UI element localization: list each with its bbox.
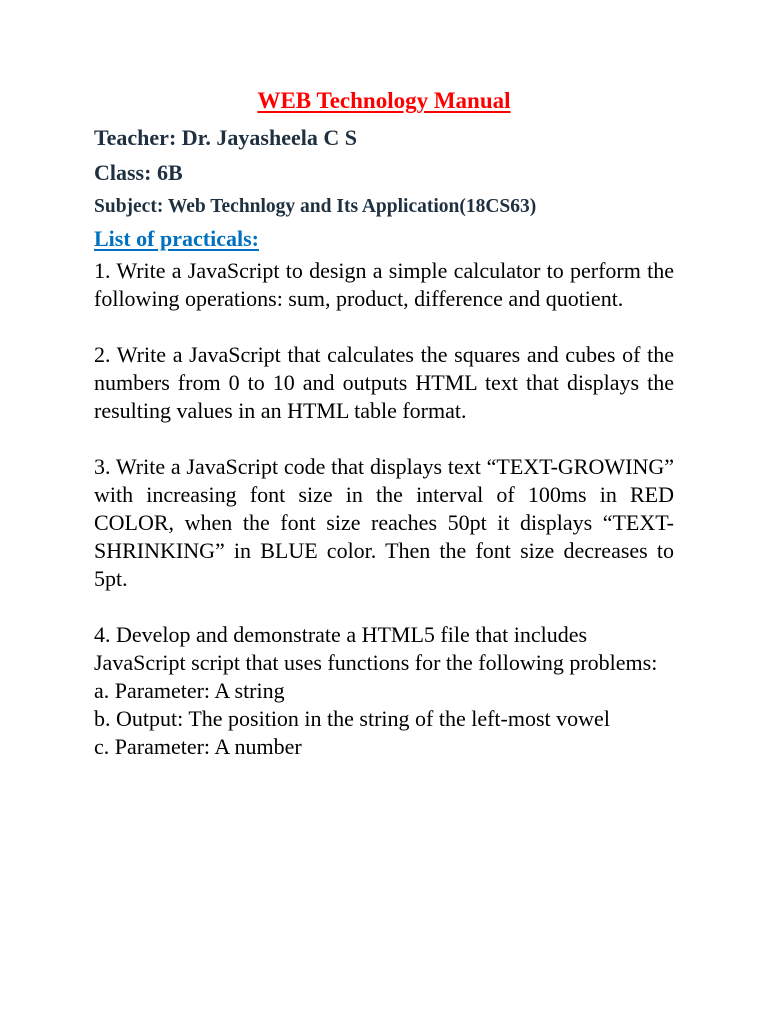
document-title: WEB Technology Manual [257,88,511,113]
practical-3: 3. Write a JavaScript code that displays text “TEXT-GROWING” with increasing font size in the interval of 100ms in RED COLOR, when the font size reaches 50pt it displays “TEXT-SHRINKING” in BLUE color. Then the font size decreases to 5pt. [94,454,674,591]
practical-4-item-b: b. Output: The position in the string of the left-most vowel [94,706,610,731]
class-line: Class: 6B [94,160,183,185]
practical-4-item-c: c. Parameter: A number [94,734,302,759]
document-page [94,86,674,761]
practical-1: 1. Write a JavaScript to design a simple calculator to perform the following operations: sum, product, difference and quotient. [94,258,674,311]
practical-4 [94,621,674,761]
practical-4-intro: 4. Develop and demonstrate a HTML5 file that includes JavaScript script that uses functions for the following problems: [94,622,658,675]
practicals-heading: List of practicals: [94,226,259,251]
subject-line: Subject: Web Technlogy and Its Application(18CS63) [94,196,537,217]
teacher-line: Teacher: Dr. Jayasheela C S [94,125,357,150]
practical-4-item-a: a. Parameter: A string [94,678,285,703]
practical-2: 2. Write a JavaScript that calculates the squares and cubes of the numbers from 0 to 10 and outputs HTML text that displays the resulting values in an HTML table format. [94,342,674,423]
